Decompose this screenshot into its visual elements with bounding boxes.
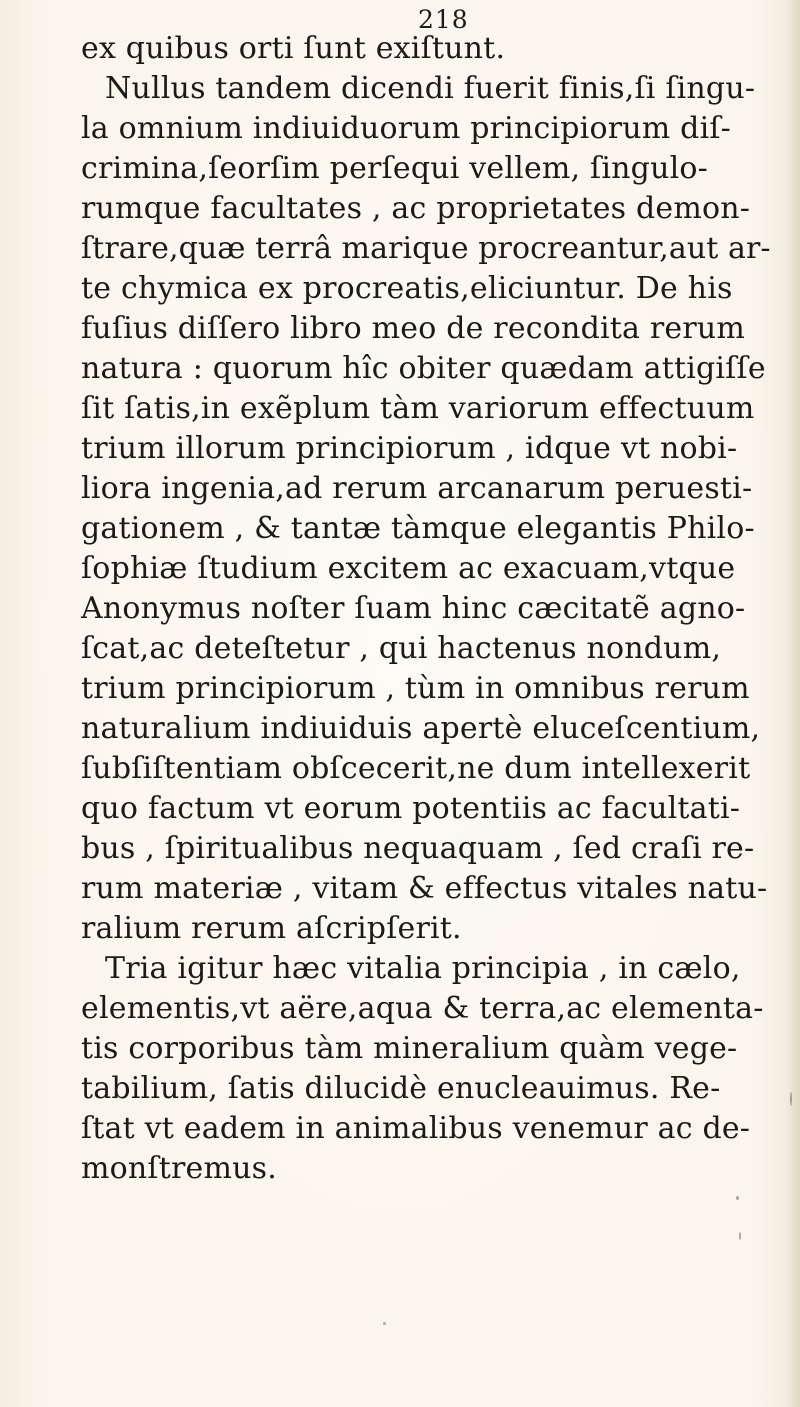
text-line: ſtrare,quæ terrâ marique procreantur,aut ar-: [81, 231, 771, 266]
text-line: ſcat,ac deteſtetur , qui hactenus nondum,: [81, 631, 722, 666]
text-line: te chymica ex procreatis,eliciuntur. De his: [81, 271, 733, 306]
text-line: trium principiorum , tùm in omnibus rerum: [81, 671, 750, 706]
text-line: quo factum vt eorum potentiis ac facultati-: [81, 791, 741, 826]
text-line: bus , ſpiritualibus nequaquam , ſed craſi re-: [81, 831, 755, 866]
text-line: naturalium indiuiduis apertè eluceſcentium,: [81, 711, 761, 746]
text-line: natura : quorum hîc obiter quædam attigiſſe: [81, 351, 766, 386]
text-line: gationem , & tantæ tàmque elegantis Philo-: [81, 511, 755, 546]
text-line: la omnium indiuiduorum principiorum diſ-: [81, 111, 732, 146]
text-line: liora ingenia,ad rerum arcanarum peruesti-: [81, 471, 753, 506]
text-line: tis corporibus tàm mineralium quàm vege-: [81, 1031, 738, 1066]
text-line: ſit ſatis,in exẽplum tàm variorum effectuum: [81, 391, 755, 426]
text-line: elementis,vt aëre,aqua & terra,ac elementa-: [81, 991, 764, 1026]
text-line: trium illorum principiorum , idque vt nobi-: [81, 431, 738, 466]
text-line: crimina,ſeorſim perſequi vellem, ſingulo-: [81, 151, 708, 186]
text-line: Tria igitur hæc vitalia principia , in cælo,: [105, 951, 741, 986]
text-line: Nullus tandem dicendi fuerit finis,ſi ſingu-: [105, 71, 756, 106]
text-line: ſophiæ ſtudium excitem ac exacuam,vtque: [81, 551, 736, 586]
text-line: ex quibus orti ſunt exiſtunt.: [81, 31, 506, 66]
paper-speck: [383, 1322, 386, 1325]
text-line: rum materiæ , vitam & effectus vitales natu-: [81, 871, 768, 906]
paper-speck: [739, 1232, 741, 1240]
text-line: rumque facultates , ac proprietates demon-: [81, 191, 751, 226]
text-line: fuſius diſſero libro meo de recondita rerum: [81, 311, 746, 346]
text-line: ralium rerum aſcripſerit.: [81, 911, 462, 946]
page-edge-shadow: [786, 0, 800, 1407]
text-line: Anonymus noſter ſuam hinc cæcitatẽ agno-: [81, 591, 746, 626]
page-number: 218: [418, 5, 469, 34]
paper-speck: [736, 1196, 739, 1200]
text-line: ſubſiſtentiam obſcecerit,ne dum intellexerit: [81, 751, 751, 786]
body-text: [81, 29, 771, 1189]
text-line: monſtremus.: [81, 1151, 277, 1186]
text-line: tabilium, ſatis dilucidè enucleauimus. Re-: [81, 1071, 721, 1106]
paper-speck: [790, 1092, 792, 1106]
text-line: ſtat vt eadem in animalibus venemur ac de-: [81, 1111, 751, 1146]
